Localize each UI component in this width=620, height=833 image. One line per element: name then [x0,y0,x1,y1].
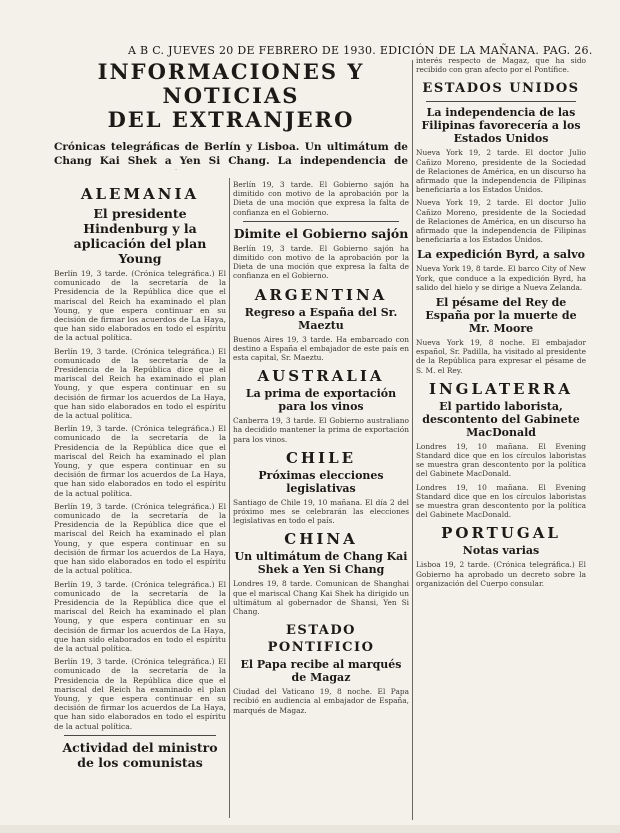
story-rule [64,735,216,736]
column-divider [229,178,230,818]
section-title-line2: DEL EXTRANJERO [107,107,355,132]
country-heading-chile: CHILE [285,448,357,467]
story-text-moore: Nueva York 19, 8 noche. El embajador español, Sr. Padilla, ha visitado al presidente de la República para expresar el pésame de S. M. el Rey. [416,338,586,375]
story-title-vinos: La prima de exportación para los vinos [245,387,397,414]
story-text-continued: interés respecto de Magaz, que ha sido recibido con gran afecto por el Pontífice. [416,56,586,75]
story-text-sajon: Berlín 19, 3 tarde. El Gobierno sajón ha dimitido con motivo de la aprobación por la Dieta de una moción que expresa la falta de confianza en el Gobierno. [233,243,409,281]
country-heading-argentina: ARGENTINA [254,285,388,304]
story-text-filipinas-cont: Nueva York 19, 2 tarde. El doctor Julio Cañizo Moreno, presidente de la Sociedad de Relaciones de América, en un discurso ha afirmado que la independencia de Filipinas beneficiaría a los Estados Unidos. [416,198,586,245]
story-text-laborista: Londres 19, 10 mañana. El Evening Standard dice que en los círculos laboristas se muestra gran descontento por la política del Gabinete MacDonald. [416,441,586,479]
story-text-hindenburg: Berlín 19, 3 tarde. (Crónica telegráfica.) El comunicado de la secretaría de la Presidencia de la República dice que el mariscal del Reich ha examinado el plan Young, y que espera continuar en su decisión de firmar los acuerdos de La Haya, que han sido elaborados en todo el espíritu de la actual política. [54,269,226,343]
story-text-hindenburg-cont3: Berlín 19, 3 tarde. (Crónica telegráfica.) El comunicado de la secretaría de la Presidencia de la República dice que el mariscal del Reich ha examinado el plan Young, y que espera continuar en su decisión de firmar los acuerdos de La Haya, que han sido elaborados en todo el espíritu de la actual política. [54,501,226,576]
headline-block [54,60,408,170]
country-heading-estados-unidos: ESTADOS UNIDOS [422,81,580,97]
country-heading-portugal: PORTUGAL [441,524,561,543]
story-text-filipinas: Nueva York 19, 2 tarde. El doctor Julio Cañizo Moreno, presidente de la Sociedad de Relaciones de América, en un discurso ha afirmado que la independencia de Filipinas beneficiaría a los Estados Unidos. [416,148,586,195]
story-title-laborista: El partido laborista, descontento del Gabinete MacDonald [422,399,580,439]
story-title-sajon: Dimite el Gobierno sajón [233,225,409,241]
story-title-ultimatum: Un ultimátum de Chang Kai Shek a Yen Si Chang [234,550,408,577]
story-text-hindenburg-cont4: Berlín 19, 3 tarde. (Crónica telegráfica.) El comunicado de la secretaría de la Presidencia de la República dice que el mariscal del Reich ha examinado el plan Young, y que espera continuar en su decisión de firmar los acuerdos de La Haya, que han sido elaborados en todo el espíritu de la actual política. [54,579,226,653]
story-text-hindenburg-cont5: Berlín 19, 3 tarde. (Crónica telegráfica.) El comunicado de la secretaría de la Presidencia de la República dice que el mariscal del Reich ha examinado el plan Young, y que espera continuar en su decisión de firmar los acuerdos de La Haya, que han sido elaborados en todo el espíritu de la actual política. [54,657,226,731]
lede-summary: Crónicas telegráficas de Berlín y Lisboa. Un ultimátum de Chang Kai Shek a Yen Si Chang. La independencia de [54,141,408,167]
story-title-comunistas: Actividad del ministro de los comunistas [62,739,218,770]
story-title-moore: El pésame del Rey de España por la muerte de Mr. Moore [425,296,577,336]
story-title-filipinas: La independencia de las Filipinas favorecería a los Estados Unidos [421,106,581,146]
page-bottom-edge [0,825,620,833]
story-rule [243,221,399,222]
column-a [54,180,226,825]
story-title-hindenburg: El presidente Hindenburg y la aplicación del plan Young [73,206,207,266]
story-title-magaz: El Papa recibe al marqués de Magaz [240,658,402,685]
story-text-intro: Berlín 19, 3 tarde. El Gobierno sajón ha dimitido con motivo de la aprobación por la Dieta de una moción que expresa la falta de confianza en el Gobierno. [233,180,409,217]
country-heading-inglaterra: INGLATERRA [428,379,574,398]
story-text-magaz: Ciudad del Vaticano 19, 8 noche. El Papa recibió en audiencia al embajador de España, marqués de Magaz. [233,687,409,715]
story-rule [426,101,576,102]
column-b [233,180,409,825]
story-text-elecciones: Santiago de Chile 19, 10 mañana. El día 2 del próximo mes se celebrarán las elecciones legislativas en todo el país. [233,497,409,526]
story-title-elecciones: Próximas elecciones legislativas [258,468,384,495]
story-text-hindenburg-cont2: Berlín 19, 3 tarde. (Crónica telegráfica.) El comunicado de la secretaría de la Presidencia de la República dice que el mariscal del Reich ha examinado el plan Young, y que espera continuar en su decisión de firmar los acuerdos de La Haya, que han sido elaborados en todo el espíritu de la actual política. [54,424,226,498]
story-text-maeztu: Buenos Aires 19, 3 tarde. Ha embarcado con destino a España el embajador de este país en esta capital, Sr. Maeztu. [233,334,409,363]
country-heading-estado-pontificio: ESTADO PONTIFICIO [267,623,375,656]
story-text-byrd: Nueva York 19, 8 tarde. El barco City of New York, que conduce a la expedición Byrd, ha salido del hielo y se dirige a Nueva Zelanda. [416,264,586,292]
country-heading-china: CHINA [284,530,358,549]
story-title-notas: Notas varias [462,544,540,558]
country-heading-alemania: ALEMANIA [80,185,200,203]
country-heading-australia: AUSTRALIA [257,367,385,386]
story-text-notas: Lisboa 19, 2 tarde. (Crónica telegráfica.) El Gobierno ha aprobado un decreto sobre la organización del Cuerpo consular. [416,560,586,588]
story-text-vinos: Canberra 19, 3 tarde. El Gobierno australiano ha decidido mantener la prima de exportación para los vinos. [233,416,409,444]
column-divider [412,60,413,820]
column-c [416,56,586,826]
story-text-ultimatum: Londres 19, 8 tarde. Comunican de Shanghai que el mariscal Chang Kai Shek ha dirigido un ultimátum al gobernador de Shansi, Yen Si Chang. [233,579,409,617]
story-text-laborista-cont: Londres 19, 10 mañana. El Evening Standard dice que en los círculos laboristas se muestra gran descontento por la política del Gabinete MacDonald. [416,482,586,520]
story-title-byrd: La expedición Byrd, a salvo [417,248,585,262]
running-head: A B C. JUEVES 20 DE FEBRERO DE 1930. EDICIÓN DE LA MAÑANA. PAG. 26. [128,44,593,57]
section-title-line1: INFORMACIONES Y NOTICIAS [97,60,365,108]
story-text-hindenburg-cont: Berlín 19, 3 tarde. (Crónica telegráfica.) El comunicado de la secretaría de la Presidencia de la República dice que el mariscal del Reich ha examinado el plan Young, y que espera continuar en su decisión de firmar los acuerdos de La Haya, que han sido elaborados en todo el espíritu de la actual política. [54,346,226,421]
story-title-maeztu: Regreso a España del Sr. Maeztu [244,305,398,332]
